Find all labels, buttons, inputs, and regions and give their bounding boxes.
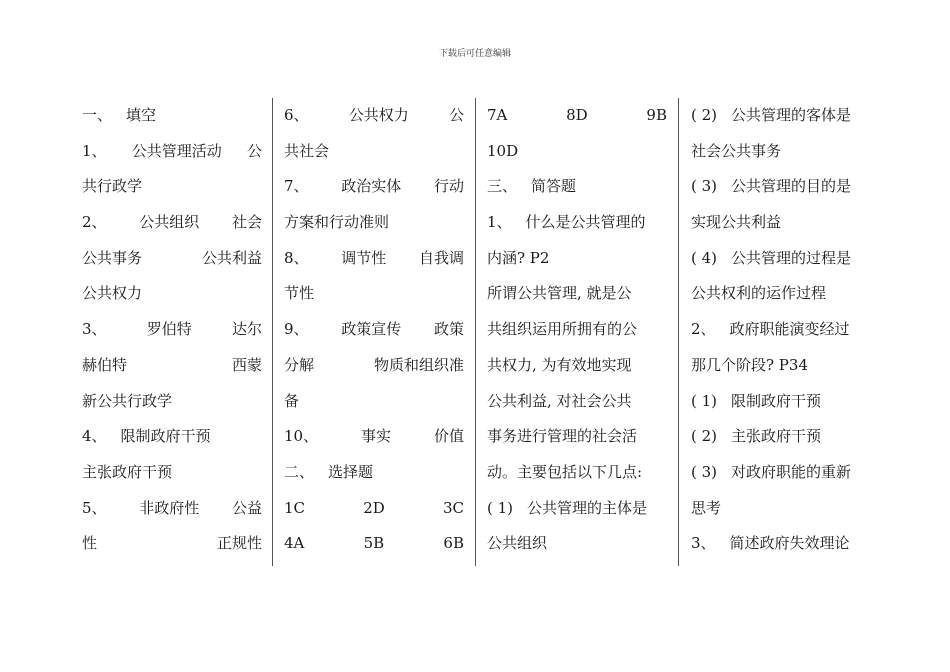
text-line <box>82 312 262 348</box>
text-segment: 公益 <box>231 498 262 517</box>
text-segment: 性 <box>82 534 98 553</box>
text-segment: 公共管理的主体是 <box>527 498 648 517</box>
column-2 <box>284 98 464 566</box>
column-1 <box>82 98 262 566</box>
text-line <box>691 312 871 348</box>
text-line <box>487 134 667 170</box>
text-segment: 2D <box>363 498 385 517</box>
text-line <box>82 241 262 277</box>
text-segment: 7、 <box>284 177 309 196</box>
text-line <box>487 169 667 205</box>
text-line <box>487 98 667 134</box>
text-segment: 自我调 <box>418 248 464 267</box>
text-line <box>691 276 871 312</box>
text-segment: 达尔 <box>231 320 262 339</box>
text-line <box>691 169 871 205</box>
text-segment: 分解 <box>284 355 315 374</box>
text-segment: 共社会 <box>284 141 330 160</box>
text-segment: 公共权力 <box>82 284 143 303</box>
text-segment: 共权力, 为有效地实现 <box>487 355 632 374</box>
text-segment: 方案和行动准则 <box>284 213 390 232</box>
text-segment: 主张政府干预 <box>731 427 822 446</box>
text-line <box>284 526 464 562</box>
text-segment: 8、 <box>284 248 309 267</box>
text-segment: 10、 <box>284 427 319 446</box>
text-segment: 3、 <box>82 320 107 339</box>
text-segment: 社会 <box>231 213 262 232</box>
text-line <box>284 312 464 348</box>
text-line <box>82 276 262 312</box>
text-segment: 公共权力 <box>348 106 409 124</box>
text-line <box>82 98 262 134</box>
text-segment: 新公共行政学 <box>82 391 173 410</box>
text-segment: 社会公共事务 <box>691 141 782 160</box>
text-line <box>691 419 871 455</box>
text-segment: ( 3) <box>691 177 718 196</box>
text-segment: 公共组织 <box>487 534 548 553</box>
text-segment: 2、 <box>82 213 107 232</box>
text-segment: 主张政府干预 <box>82 462 173 481</box>
text-segment: 4、 <box>82 427 107 446</box>
text-segment: 对政府职能的重新 <box>731 462 852 481</box>
text-segment: 1C <box>284 498 306 517</box>
text-line <box>82 526 262 562</box>
text-segment: 4A <box>284 534 305 553</box>
text-line <box>82 169 262 205</box>
text-segment: 公共权利的运作过程 <box>691 284 827 303</box>
text-segment: 3、 <box>691 534 716 553</box>
text-line <box>691 384 871 420</box>
text-segment: 5B <box>363 534 385 553</box>
text-line <box>691 348 871 384</box>
text-segment: 物质和组织准 <box>373 355 464 374</box>
text-segment: 9B <box>646 106 667 124</box>
text-segment: 政府职能演变经过 <box>729 320 850 339</box>
text-segment: 什么是公共管理的 <box>525 213 646 232</box>
text-line <box>284 348 464 384</box>
text-segment: 那几个阶段? P34 <box>691 355 808 374</box>
text-line <box>284 276 464 312</box>
text-segment: 节性 <box>284 284 315 303</box>
text-segment: 7A <box>487 106 508 124</box>
text-segment: 内涵? P2 <box>487 248 550 267</box>
column-divider <box>272 98 273 566</box>
text-segment: ( 2) <box>691 427 718 446</box>
text-segment: 公共管理活动 <box>131 141 222 160</box>
text-segment: 实现公共利益 <box>691 213 782 232</box>
text-line <box>487 348 667 384</box>
text-line <box>82 134 262 170</box>
text-line <box>691 455 871 491</box>
text-segment: 政治实体 <box>341 177 402 196</box>
text-segment: 公共管理的过程是 <box>731 248 852 267</box>
column-4 <box>691 98 871 566</box>
text-segment: 6、 <box>284 106 309 124</box>
text-segment: 西蒙 <box>231 355 262 374</box>
text-segment: 5、 <box>82 498 107 517</box>
text-segment: 罗伯特 <box>146 320 192 339</box>
text-segment: 行动 <box>433 177 464 196</box>
text-segment: 二、 <box>284 462 315 481</box>
text-line <box>487 384 667 420</box>
text-segment: 调节性 <box>341 248 387 267</box>
text-line <box>284 169 464 205</box>
text-segment: 选择题 <box>328 462 374 481</box>
text-segment: 共行政学 <box>82 177 143 196</box>
text-segment: 政策宣传 <box>341 320 402 339</box>
text-segment: 公共事务 <box>82 248 143 267</box>
text-segment: 公共组织 <box>139 213 200 232</box>
text-line <box>691 241 871 277</box>
text-segment: 8D <box>566 106 588 124</box>
text-line <box>284 98 464 134</box>
text-line <box>487 526 667 562</box>
text-segment: 1、 <box>82 141 107 160</box>
text-line <box>82 348 262 384</box>
text-line <box>284 205 464 241</box>
text-line <box>284 491 464 527</box>
text-line <box>691 98 871 134</box>
text-segment: 限制政府干预 <box>120 427 211 446</box>
text-segment: 公共管理的目的是 <box>731 177 852 196</box>
text-segment: ( 4) <box>691 248 718 267</box>
text-line <box>691 205 871 241</box>
text-segment: 动。主要包括以下几点: <box>487 462 643 481</box>
text-segment: 简答题 <box>531 177 577 196</box>
column-divider <box>475 98 476 566</box>
text-segment: 公共管理的客体是 <box>731 106 852 124</box>
text-line <box>82 455 262 491</box>
text-segment: 非政府性 <box>139 498 200 517</box>
text-line <box>82 491 262 527</box>
text-line <box>82 384 262 420</box>
text-line <box>284 134 464 170</box>
text-segment: ( 1) <box>487 498 514 517</box>
text-segment: 事实 <box>361 427 392 446</box>
text-segment: 公共利益 <box>201 248 262 267</box>
text-line <box>487 491 667 527</box>
text-segment: 10D <box>487 141 519 160</box>
page-header: 下载后可任意编辑 <box>438 49 511 59</box>
text-segment: 所谓公共管理, 就是公 <box>487 284 632 303</box>
text-segment: 备 <box>284 391 300 410</box>
text-segment: 公共利益, 对社会公共 <box>487 391 632 410</box>
text-segment: 6B <box>443 534 464 553</box>
text-line <box>82 419 262 455</box>
text-segment: 9、 <box>284 320 309 339</box>
text-segment: 1、 <box>487 213 512 232</box>
column-divider <box>678 98 679 566</box>
text-segment: 事务进行管理的社会活 <box>487 427 638 446</box>
text-segment: ( 3) <box>691 462 718 481</box>
text-line <box>487 455 667 491</box>
text-line <box>487 205 667 241</box>
text-segment: 填空 <box>126 106 157 124</box>
text-segment: ( 1) <box>691 391 718 410</box>
text-segment: 公 <box>448 106 464 124</box>
text-segment: 2、 <box>691 320 716 339</box>
text-segment: 政策 <box>433 320 464 339</box>
column-3 <box>487 98 667 566</box>
text-line <box>487 276 667 312</box>
text-segment: 公 <box>246 141 262 160</box>
text-line <box>691 526 871 562</box>
text-segment: 简述政府失效理论 <box>729 534 850 553</box>
text-line <box>691 491 871 527</box>
text-segment: ( 2) <box>691 106 718 124</box>
text-line <box>487 419 667 455</box>
text-line <box>691 134 871 170</box>
text-line <box>487 241 667 277</box>
text-line <box>82 205 262 241</box>
text-segment: 正规性 <box>216 534 262 553</box>
text-segment: 共组织运用所拥有的公 <box>487 320 638 339</box>
text-line <box>284 455 464 491</box>
text-segment: 3C <box>442 498 464 517</box>
text-segment: 三、 <box>487 177 518 196</box>
text-segment: 价值 <box>433 427 464 446</box>
text-line <box>284 241 464 277</box>
text-line <box>284 384 464 420</box>
text-segment: 限制政府干预 <box>731 391 822 410</box>
text-segment: 一、 <box>82 106 113 124</box>
text-line <box>487 312 667 348</box>
text-line <box>284 419 464 455</box>
text-segment: 赫伯特 <box>82 355 128 374</box>
text-segment: 思考 <box>691 498 722 517</box>
